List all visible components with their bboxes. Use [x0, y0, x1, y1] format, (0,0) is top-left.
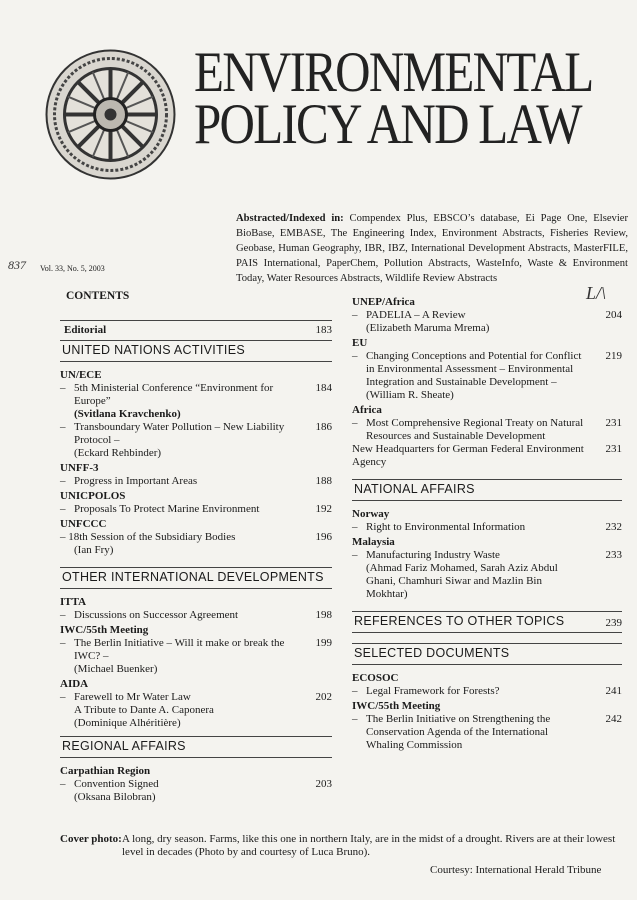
section-heading-un: UNITED NATIONS ACTIVITIES	[60, 341, 332, 362]
toc-entry[interactable]: – Convention Signed (Oksana Bilobran) 203	[60, 778, 332, 803]
masthead-line2: POLICY AND LAW	[194, 93, 581, 156]
contents-title: CONTENTS	[66, 290, 130, 302]
group-unfccc: UNFCCC	[60, 518, 107, 530]
contents-left-column	[60, 290, 332, 804]
group-malaysia: Malaysia	[352, 536, 395, 548]
toc-entry[interactable]: – Changing Conceptions and Potential for Conflict in Environmental Assessment – Environmental Integration and Sustainable Development – (William R. Sheate) 219	[352, 350, 622, 401]
contents-right-column	[352, 294, 622, 752]
cover-photo-text: A long, dry season. Farms, like this one in northern Italy, are in the midst of a drought. Rivers are at their lowest level in decades (Photo by and courtesy of Luca Bruno).	[122, 833, 616, 858]
abstracted-label: Abstracted/Indexed in:	[236, 213, 344, 224]
group-carpathian: Carpathian Region	[60, 765, 151, 777]
toc-entry[interactable]: – The Berlin Initiative on Strengthening the Conservation Agenda of the International Whaling Commission 242	[352, 713, 622, 751]
section-heading-selected: SELECTED DOCUMENTS	[352, 644, 622, 665]
toc-entry[interactable]: – Progress in Important Areas 188	[60, 475, 332, 487]
toc-entry[interactable]: – Legal Framework for Forests? 241	[352, 685, 622, 697]
group-itta: ITTA	[60, 596, 87, 608]
toc-entry[interactable]: – Right to Environmental Information 232	[352, 521, 622, 533]
toc-entry[interactable]: – 18th Session of the Subsidiary Bodies (Ian Fry) 196	[60, 531, 332, 556]
toc-entry[interactable]: New Headquarters for German Federal Environment Agency 231	[352, 443, 622, 468]
courtesy-line: Courtesy: International Herald Tribune	[430, 864, 602, 876]
group-norway: Norway	[352, 508, 390, 520]
group-unff: UNFF-3	[60, 462, 99, 474]
toc-entry[interactable]: – Discussions on Successor Agreement 198	[60, 609, 332, 621]
toc-entry[interactable]: – PADELIA – A Review (Elizabeth Maruma Mrema) 204	[352, 309, 622, 334]
abstracted-text: Compendex Plus, EBSCO’s database, Ei Page One, Elsevier BioBase, EMBASE, The Engineering Index, Environment Abstracts, Fisheries Review, Geobase, Human Geography, IBR, IBZ, International Development Abstracts, MasterFILE, PAIS International, PaperChem, Pollution Abstracts, WasteInfo, Waste & Environment Today, Water Resources Abstracts, Wildlife Review Abstracts	[236, 213, 628, 284]
handwritten-note-left: 837	[8, 258, 26, 272]
group-unece: UN/ECE	[60, 369, 102, 381]
section-heading-national: NATIONAL AFFAIRS	[352, 480, 622, 501]
section-heading-other: OTHER INTERNATIONAL DEVELOPMENTS	[60, 568, 332, 589]
group-iwc: IWC/55th Meeting	[60, 624, 149, 636]
toc-entry[interactable]: – Manufacturing Industry Waste (Ahmad Fariz Mohamed, Sarah Aziz Abdul Ghani, Chamhuri Siwar and Mazlin Bin Mokhtar) 233	[352, 549, 622, 600]
group-ecosoc: ECOSOC	[352, 672, 399, 684]
abstracted-indexed	[236, 211, 628, 286]
references-entry[interactable]: REFERENCES TO OTHER TOPICS 239	[354, 614, 622, 629]
handwritten-note-right: L/\	[586, 283, 607, 303]
toc-entry[interactable]: – Proposals To Protect Marine Environment 192	[60, 503, 332, 515]
toc-entry[interactable]: – Most Comprehensive Regional Treaty on Natural Resources and Sustainable Development 231	[352, 417, 622, 442]
wheel-emblem-logo	[44, 48, 177, 181]
toc-entry[interactable]: – Transboundary Water Pollution – New Liability Protocol – (Eckard Rehbinder) 186	[60, 421, 332, 459]
cover-photo-caption	[60, 833, 620, 859]
group-aida: AIDA	[60, 678, 89, 690]
section-heading-regional: REGIONAL AFFAIRS	[60, 737, 332, 758]
group-unicpolos: UNICPOLOS	[60, 490, 126, 502]
cover-photo-label: Cover photo:	[60, 833, 122, 845]
group-unep: UNEP/Africa	[352, 296, 415, 308]
group-africa: Africa	[352, 404, 382, 416]
volume-info: Vol. 33, No. 5, 2003	[40, 264, 105, 273]
editorial-entry[interactable]: Editorial 183	[64, 324, 332, 336]
masthead-line1: ENVIRONMENTAL	[194, 41, 593, 104]
toc-entry[interactable]: – The Berlin Initiative – Will it make or break the IWC? – (Michael Buenker) 199	[60, 637, 332, 675]
group-iwc-selected: IWC/55th Meeting	[352, 700, 441, 712]
group-eu: EU	[352, 337, 368, 349]
toc-entry[interactable]: – 5th Ministerial Conference “Environment for Europe” (Svitlana Kravchenko) 184	[60, 382, 332, 420]
toc-entry[interactable]: – Farewell to Mr Water Law A Tribute to Dante A. Caponera (Dominique Alhéritière) 202	[60, 691, 332, 729]
